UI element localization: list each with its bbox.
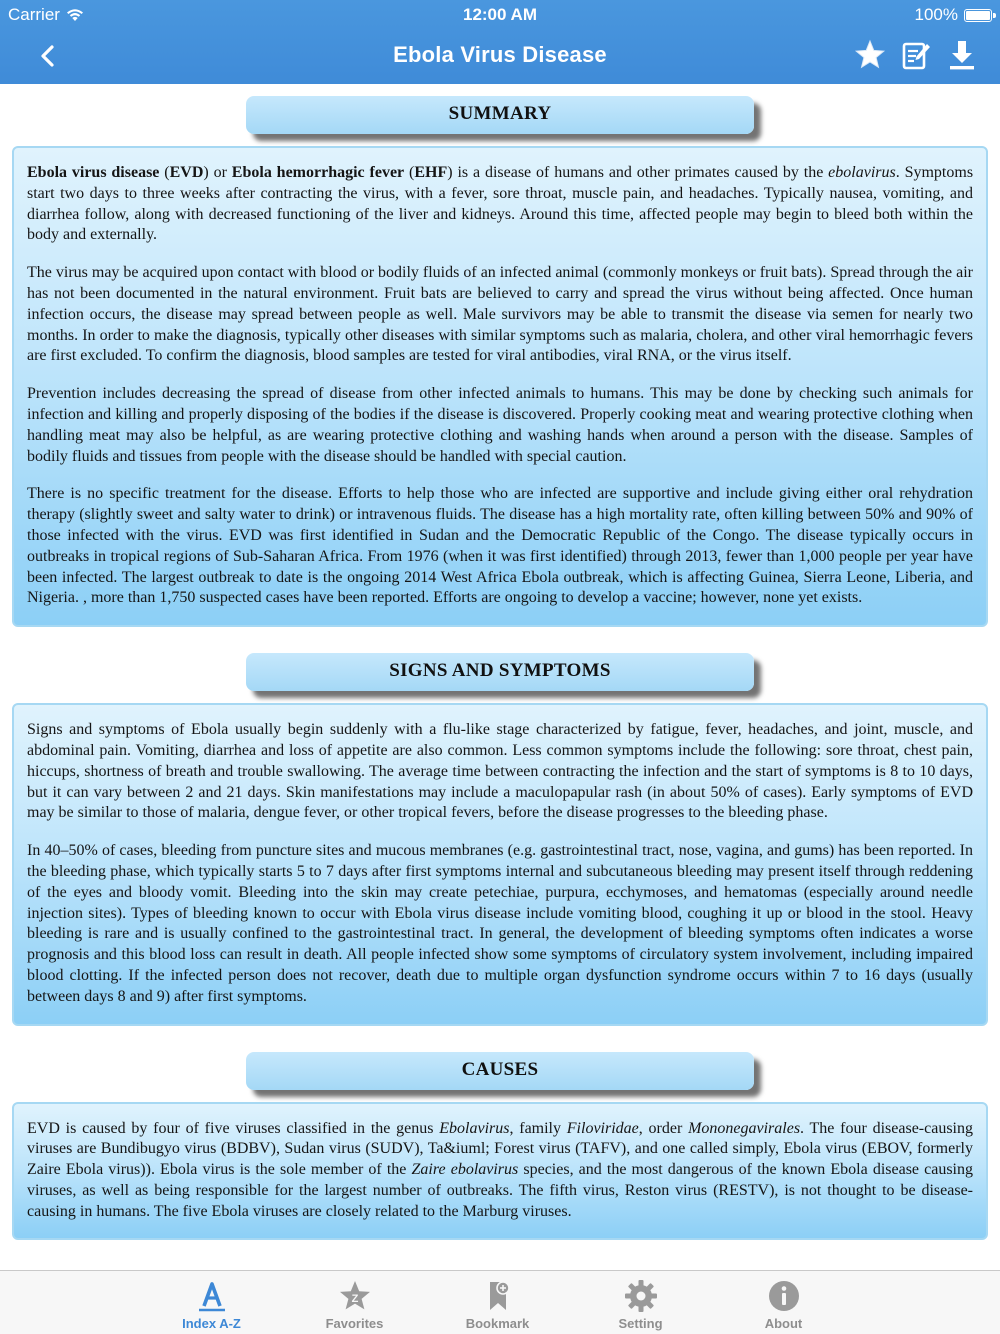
note-edit-icon[interactable] (900, 38, 932, 72)
tab-bookmark[interactable] (426, 1271, 569, 1334)
causes-panel (12, 1102, 988, 1241)
page-title: Ebola Virus Disease (393, 42, 607, 67)
signs-paragraph-1: Signs and symptoms of Ebola usually begin suddenly with a flu-like stage characterized by fatigue, fever, headaches, and joint, muscle, and abdominal pain. Vomiting, diarrhea and loss of appetite are also common. Less common symptoms include the following: sore throat, chest pain, hiccups, shortness of breath and trouble swallowing. The average time between contracting the infection and the start of symptoms is 8 to 10 days, but it can vary between 2 and 21 days. Skin manifestations may include a maculopapular rash (in about 50% of cases). Early symptoms of EVD may be similar to those of malaria, dengue fever, or other tropical fevers, before the disease progresses to the bleeding phase. (27, 721, 973, 822)
article-content[interactable] (0, 84, 1000, 1270)
info-icon (767, 1279, 801, 1313)
summary-paragraph-4: There is no specific treatment for the disease. Efforts to help those who are infected are supportive and include giving either oral rehydration therapy (slightly sweet and salty water to drink) or intravenous fluids. The disease has a high mortality rate, often killing between 50% and 90% of those infected with the virus. EVD was first identified in Sudan and the Democratic Republic of the Congo. The disease typically occurs in outbreaks in tropical regions of Sub-Saharan Africa. From 1976 (when it was first identified) through 2013, fewer than 1,000 people per year have been infected. The largest outbreak to date is the ongoing 2014 West Africa Ebola outbreak, which is affecting Guinea, Sierra Leone, Liberia, and Nigeria. , more than 1,750 suspected cases have been reported. Efforts are ongoing to develop a vaccine; however, none yet exists. (27, 485, 973, 607)
tab-favorites[interactable] (283, 1271, 426, 1334)
tab-index-az[interactable] (140, 1271, 283, 1334)
index-az-icon (195, 1279, 229, 1313)
summary-panel (12, 146, 988, 627)
bookmark-icon (481, 1279, 515, 1313)
summary-paragraph-3: Prevention includes decreasing the spread of disease from other infected animals to humans. This may be done by checking such animals for infection and killing and properly disposing of the bodies if the disease is discovered. Properly cooking meat and wearing protective clothing when handling meat may also be helpful, as are wearing protective clothing and washing hands when around a person with the disease. Samples of bodily fluids and tissues from people with the disease should be handled with special caution. (27, 385, 973, 465)
svg-text:Z: Z (351, 1293, 358, 1305)
tab-label: Favorites (325, 1316, 384, 1331)
tab-about[interactable] (712, 1271, 855, 1334)
summary-header-row (0, 84, 1000, 142)
battery-icon (964, 9, 992, 22)
signs-header-row (0, 641, 1000, 699)
signs-paragraph-2: In 40–50% of cases, bleeding from puncture sites and mucous membranes (e.g. gastrointestinal tract, nose, vagina, and gums) has been reported. In the bleeding phase, which typically starts 5 to 7 days after first symptoms internal and subcutaneous bleeding may present itself through reddening of the eyes and bloody vomit. Bleeding into the skin may create petechiae, purpura, ecchymoses, and hematomas (especially around needle injection sites). Types of bleeding known to occur with Ebola virus disease include vomiting blood, coughing it up or blood in the stool. Heavy bleeding is rare and is usually confined to the gastrointestinal tract. In general, the development of bleeding symptoms often indicates a worse prognosis and this blood loss can result in death. All people infected show some symptoms of circulatory system involvement, including impaired blood clotting. If the infected person does not recover, death due to multiple organ dysfunction syndrome occurs within 7 to 16 days (usually between days 8 and 9) after first symptoms. (27, 842, 973, 1005)
star-icon[interactable] (854, 38, 886, 72)
navigation-bar (0, 28, 1000, 84)
battery-percent: 100% (914, 5, 958, 24)
nav-actions (854, 38, 978, 72)
tab-label: Setting (618, 1316, 663, 1331)
tab-bar (0, 1270, 1000, 1334)
favorites-icon (338, 1279, 372, 1313)
tab-label: About (764, 1316, 803, 1331)
tab-label: Index A-Z (182, 1316, 241, 1331)
top-bar (0, 0, 1000, 84)
status-bar (0, 0, 1000, 28)
causes-heading: CAUSES (246, 1052, 754, 1090)
summary-paragraph-1: Ebola virus disease (EVD) or Ebola hemorrhagic fever (EHF) is a disease of humans and other primates caused by the ebolavirus. Symptoms start two days to three weeks after contracting the virus, with a fever, sore throat, muscle pain, and headaches. Typically nausea, vomiting, and diarrhea follow, along with decreased functioning of the liver and kidneys. Around this time, affected people may begin to bleed both within the body and externally. (27, 164, 974, 244)
causes-paragraph-1: EVD is caused by four of five viruses classified in the genus Ebolavirus, family Filoviridae, order Mononegavirales. The four disease-causing viruses are Bundibugyo virus (BDBV), Sudan virus (SUDV), Ta&iuml; Forest virus (TAFV), and one called simply, Ebola virus (EBOV, formerly Zaire Ebola virus)). Ebola virus is the sole member of the Zaire ebolavirus species, and the most dangerous of the known Ebola disease causing viruses, as well as being responsible for the largest number of outbreaks. The fifth virus, Reston virus (RESTV), is not thought to be disease-causing in humans. The five Ebola viruses are closely related to the Marburg viruses. (27, 1119, 974, 1220)
battery-indicator (915, 5, 992, 25)
tab-label: Bookmark (465, 1316, 530, 1331)
causes-header-row (0, 1040, 1000, 1098)
gear-icon (624, 1279, 658, 1313)
summary-heading: SUMMARY (246, 96, 754, 134)
signs-heading: SIGNS AND SYMPTOMS (246, 653, 754, 691)
carrier-label: Carrier (8, 5, 60, 24)
download-icon[interactable] (946, 38, 978, 72)
summary-paragraph-2: The virus may be acquired upon contact with blood or bodily fluids of an infected animal (commonly monkeys or fruit bats). Spread through the air has not been documented in the natural environment. Fruit bats are believed to carry and spread the virus without being affected. Once human infection occurs, the disease may spread between people as well. Male survivors may be able to transmit the disease via semen for nearly two months. In order to make the diagnosis, typically other diseases with similar symptoms such as malaria, cholera, and other viral hemorrhagic fevers are first excluded. To confirm the diagnosis, blood samples are tested for viral antibodies, viral RNA, or the virus itself. (27, 264, 973, 365)
tab-setting[interactable] (569, 1271, 712, 1334)
status-time: 12:00 AM (462, 5, 537, 24)
signs-panel (12, 703, 988, 1025)
